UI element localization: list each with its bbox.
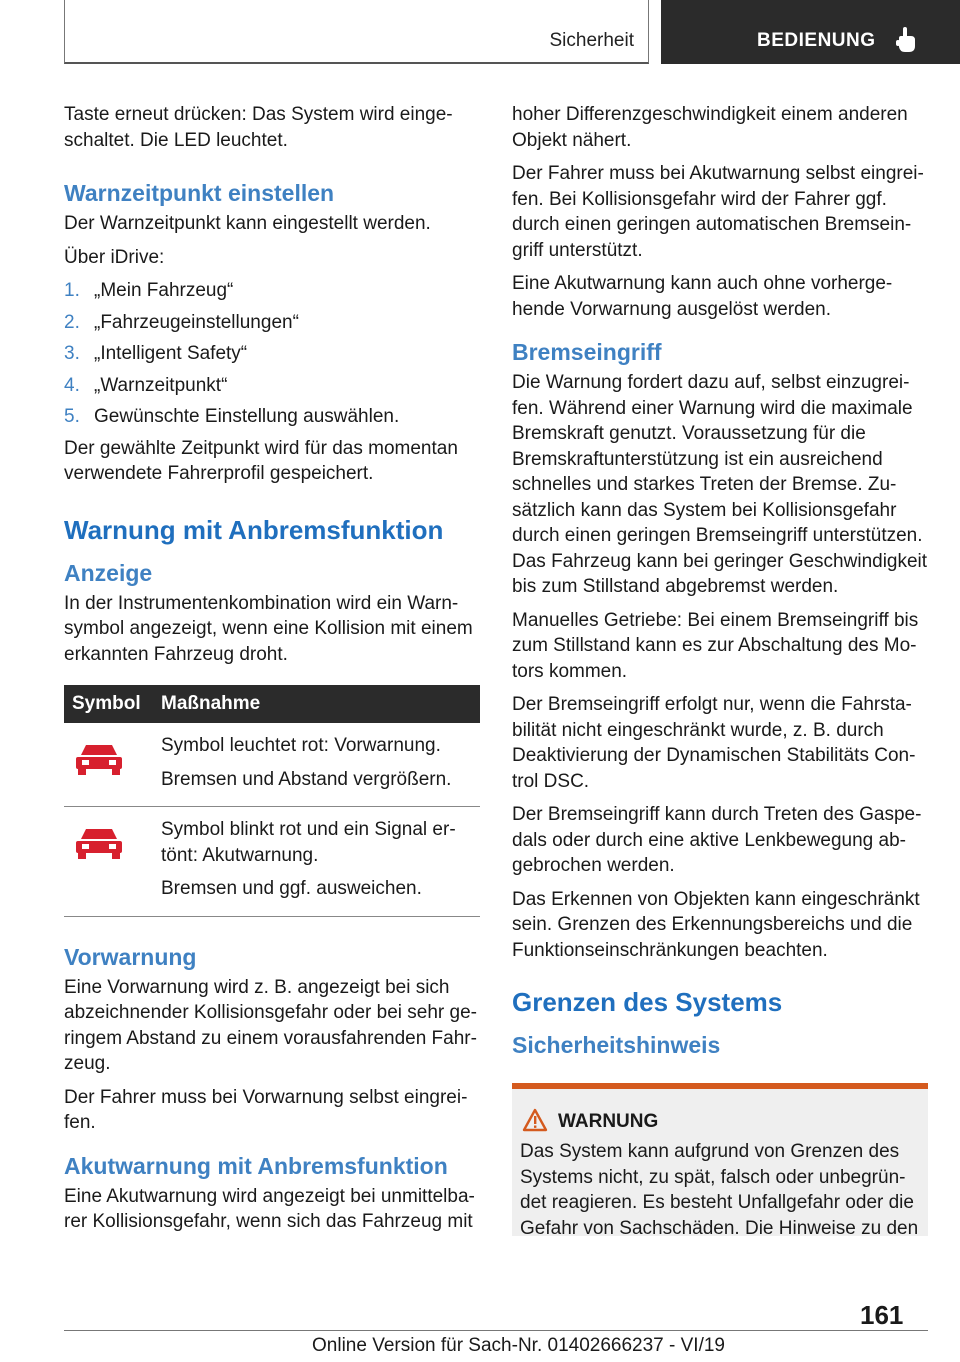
paragraph: Der Warnzeitpunkt kann eingestellt werden.	[64, 213, 431, 234]
table-header-massnahme: Maßnahme	[161, 685, 480, 723]
paragraph: Über iDrive:	[64, 246, 165, 268]
footer-divider	[64, 1330, 928, 1331]
paragraph: Der Fahrer muss bei Akutwarnung selbst eingrei-fen. Bei Kollisionsgefahr wird der Fahrer ggf. durch einen geringen automatischen Bremsein-griff unterstützt.	[512, 163, 924, 261]
right-column	[512, 102, 928, 1239]
list-item	[64, 341, 482, 367]
paragraph: In der Instrumentenkombination wird ein Warn-symbol angezeigt, wenn eine Kollision mit einem erkannten Fahrzeug droht.	[64, 592, 473, 665]
paragraph: Der Bremseingriff erfolgt nur, wenn die Fahrsta-bilität nicht eingeschränkt wurde, z. B. durch Deaktivierung der Dynamischen Stabilitäts Con-trol DSC.	[512, 694, 916, 792]
table-row	[64, 807, 480, 917]
heading-bremseingriff: Bremseingriff	[512, 339, 662, 365]
paragraph: Eine Akutwarnung kann auch ohne vorherge-hende Vorwarnung ausgelöst werden.	[512, 273, 893, 320]
warning-triangle-icon	[522, 1108, 548, 1138]
heading-grenzen: Grenzen des Systems	[512, 987, 783, 1017]
page-number: 161	[860, 1300, 904, 1330]
step-list	[64, 278, 482, 430]
header-section-tab	[64, 0, 649, 64]
step-text: „Fahrzeugeinstellungen“	[94, 311, 299, 333]
list-item	[64, 278, 482, 304]
heading-warnzeitpunkt: Warnzeitpunkt einstellen	[64, 180, 335, 206]
heading-akutwarnung: Akutwarnung mit Anbremsfunktion	[64, 1152, 448, 1179]
table-row	[64, 723, 480, 807]
left-column	[64, 102, 482, 1243]
warning-heading	[558, 1111, 920, 1133]
paragraph: hoher Differenzgeschwindigkeit einem anderen Objekt nähert.	[512, 104, 908, 151]
paragraph: Eine Akutwarnung wird angezeigt bei unmittelba-rer Kollisionsgefahr, wenn sich das Fahrzeug mit	[64, 1185, 475, 1232]
list-item	[64, 373, 482, 399]
heading-sicherheitshinweis: Sicherheitshinweis	[512, 1032, 721, 1058]
section-title: Sicherheit	[549, 30, 634, 51]
paragraph: Eine Vorwarnung wird z. B. angezeigt bei sich abzeichnender Kollisionsgefahr oder bei sehr ge-ringem Abstand zu einem vorausfahrenden Fahr-zeug.	[64, 976, 477, 1074]
chapter-title: BEDIENUNG	[757, 30, 876, 51]
warning-text: Das System kann aufgrund von Grenzen des Systems nicht, zu spät, falsch oder unbegrün-det reagieren. Es besteht Unfallgefahr oder die Gefahr von Sachschäden. Die Hinweise zu den	[520, 1141, 919, 1239]
paragraph: Der Bremseingriff kann durch Treten des Gaspe-dals oder durch eine aktive Lenkbewegung ab-gebrochen werden.	[512, 804, 922, 876]
step-number: 5.	[64, 406, 80, 427]
car-warning-icon	[64, 723, 161, 807]
table-header-symbol: Symbol	[64, 685, 161, 723]
footer-online-version: Online Version für Sach-Nr. 01402666237 - VI/19	[312, 1335, 725, 1356]
pointing-hand-icon	[895, 26, 919, 59]
car-warning-icon	[64, 807, 161, 917]
step-text: „Warnzeitpunkt“	[94, 374, 228, 396]
list-item	[64, 310, 482, 336]
paragraph: Der gewählte Zeitpunkt wird für das momentan verwendete Fahrerprofil gespeichert.	[64, 437, 458, 484]
table-header-row	[64, 685, 480, 723]
cell-text: Symbol blinkt rot und ein Signal er-tönt: Akutwarnung.	[161, 819, 456, 866]
paragraph: Manuelles Getriebe: Bei einem Bremseingriff bis zum Stillstand kann es zur Abschaltung des Mo-tors kommen.	[512, 609, 919, 682]
step-number: 3.	[64, 343, 80, 364]
step-text: „Intelligent Safety“	[94, 343, 248, 364]
step-text: „Mein Fahrzeug“	[94, 280, 234, 301]
cell-text: Bremsen und ggf. ausweichen.	[161, 878, 422, 899]
header-chapter-tab	[661, 0, 960, 64]
paragraph: Der Fahrer muss bei Vorwarnung selbst eingrei-fen.	[64, 1086, 468, 1133]
list-item	[64, 404, 482, 430]
paragraph: Taste erneut drücken: Das System wird einge-schaltet. Die LED leuchtet.	[64, 104, 453, 151]
warning-box	[512, 1083, 928, 1239]
symbol-table	[64, 685, 480, 917]
table-cell	[161, 807, 480, 917]
cell-text: Bremsen und Abstand vergrößern.	[161, 768, 452, 790]
step-number: 4.	[64, 374, 80, 396]
paragraph: Die Warnung fordert dazu auf, selbst einzugrei-fen. Während einer Warnung wird die maximale Bremskraft genutzt. Voraussetzung für die Bremskraftunterstützung ist ein ausreichend schnelles und starkes Treten der Bremse. Zu-sätzlich kann das System bei Kollisionsgefahr durch einen geringen Bremseingriff unterstützen. Das Fahrzeug kann bei geringer Geschwindigkeit bis zum Stillstand abgebremst werden.	[512, 372, 928, 597]
step-text: Gewünschte Einstellung auswählen.	[94, 406, 400, 427]
paragraph: Das Erkennen von Objekten kann eingeschränkt sein. Grenzen des Erkennungsbereichs und die Funktionseinschränkungen beachten.	[512, 888, 920, 961]
cell-text: Symbol leuchtet rot: Vorwarnung.	[161, 735, 441, 756]
warning-title: WARNUNG	[558, 1111, 659, 1132]
heading-anbremsfunktion: Warnung mit Anbremsfunktion	[64, 514, 444, 545]
step-number: 2.	[64, 311, 80, 333]
table-cell	[161, 723, 480, 807]
heading-vorwarnung: Vorwarnung	[64, 943, 197, 970]
heading-anzeige: Anzeige	[64, 559, 153, 586]
step-number: 1.	[64, 280, 80, 301]
